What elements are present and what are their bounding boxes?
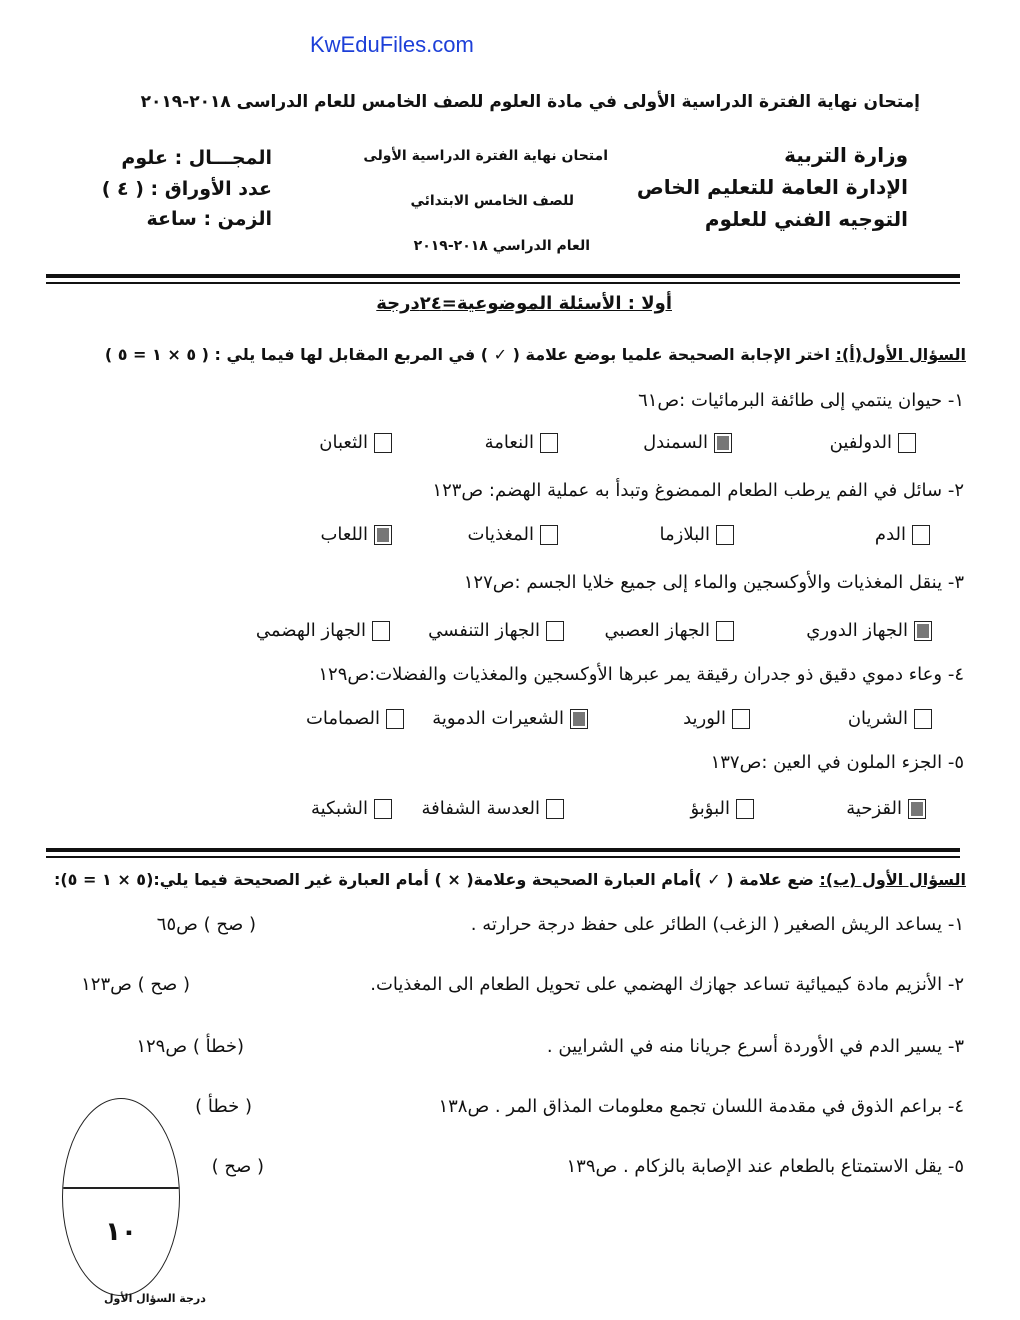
- mcq-option[interactable]: [875, 524, 930, 545]
- mcq-option[interactable]: [683, 708, 750, 729]
- mcq-option[interactable]: [468, 524, 558, 545]
- checkbox[interactable]: [898, 433, 916, 453]
- mcq-option[interactable]: [604, 620, 734, 641]
- question-a-instruction: اختر الإجابة الصحيحة علميا بوضع علامة ( ✓ ) في المربع المقابل لها فيما يلي : ( ٥ × ١ = ٥ ): [104, 345, 830, 364]
- checkbox-checked[interactable]: [914, 621, 932, 641]
- question-b-lead: السؤال الأول (ب):: [819, 870, 966, 889]
- checkbox[interactable]: [736, 799, 754, 819]
- ministry-name: وزارة التربية: [784, 143, 908, 167]
- option-label: الجهاز الهضمي: [255, 620, 366, 641]
- mcq-question: ١- حيوان ينتمي إلى طائفة البرمائيات :ص٦١: [638, 390, 964, 411]
- header-divider-thin: [46, 282, 960, 284]
- option-label: الجهاز التنفسي: [428, 620, 540, 641]
- exam-subtitle: امتحان نهاية الفترة الدراسية الأولى: [363, 148, 608, 164]
- option-label: البؤبؤ: [690, 798, 730, 819]
- tf-statement: ١- يساعد الريش الصغير ( الزغب) الطائر على حفظ درجة حرارته .: [470, 914, 964, 935]
- checkbox-checked[interactable]: [570, 709, 588, 729]
- mcq-option[interactable]: [643, 432, 732, 453]
- mcq-option[interactable]: [846, 798, 926, 819]
- mcq-option[interactable]: [830, 432, 916, 453]
- option-label: الثعبان: [319, 432, 368, 453]
- mcq-question: ٤- وعاء دموي دقيق ذو جدران رقيقة يمر عبرها الأوكسجين والمغذيات والفضلات:ص١٢٩: [318, 664, 964, 685]
- option-label: الوريد: [683, 708, 726, 729]
- checkbox[interactable]: [914, 709, 932, 729]
- checkbox-checked[interactable]: [714, 433, 732, 453]
- option-label: النعامة: [484, 432, 534, 453]
- option-label: الشريان: [847, 708, 908, 729]
- watermark-text: KwEduFiles.com: [310, 32, 474, 57]
- mcq-question: ٥- الجزء الملون في العين :ص١٣٧: [710, 752, 964, 773]
- option-label: السمندل: [643, 432, 708, 453]
- checkbox-checked[interactable]: [374, 525, 392, 545]
- exam-title: إمتحان نهاية الفترة الدراسية الأولى في مادة العلوم للصف الخامس للعام الدراسى ٢٠١٨-٢٠١٩: [140, 92, 920, 112]
- mcq-option[interactable]: [256, 620, 390, 641]
- grade-label: للصف الخامس الابتدائي: [410, 193, 574, 209]
- option-label: الشعيرات الدموية: [432, 708, 564, 729]
- checkbox[interactable]: [540, 525, 558, 545]
- checkbox[interactable]: [716, 525, 734, 545]
- tf-statement: ٤- براعم الذوق في مقدمة اللسان تجمع معلومات المذاق المر . ص١٣٨: [438, 1096, 964, 1117]
- score-oval: [62, 1098, 180, 1296]
- mcq-question: ٣- ينقل المغذيات والأوكسجين والماء إلى جميع خلايا الجسم :ص١٢٧: [463, 572, 964, 593]
- department-name: الإدارة العامة للتعليم الخاص: [636, 175, 908, 199]
- option-label: العدسة الشفافة: [421, 798, 540, 819]
- option-label: المغذيات: [467, 524, 534, 545]
- checkbox[interactable]: [912, 525, 930, 545]
- checkbox[interactable]: [386, 709, 404, 729]
- header-divider: [46, 274, 960, 278]
- tf-statement: ٢- الأنزيم مادة كيميائية تساعد جهازك الهضمي على تحويل الطعام الى المغذيات.: [370, 974, 964, 995]
- pages-count: عدد الأوراق : ( ٤ ): [101, 178, 272, 200]
- option-label: الجهاز العصبي: [604, 620, 710, 641]
- mcq-option[interactable]: [432, 708, 588, 729]
- tf-answer[interactable]: ( صح ): [211, 1156, 264, 1177]
- mcq-option[interactable]: [690, 798, 754, 819]
- score-caption: درجة السؤال الأول: [104, 1292, 206, 1305]
- option-label: البلازما: [659, 524, 710, 545]
- mcq-option[interactable]: [848, 708, 932, 729]
- checkbox[interactable]: [732, 709, 750, 729]
- tf-answer[interactable]: ( صح ) ص٦٥: [156, 914, 256, 935]
- section-divider-thin: [46, 856, 960, 858]
- checkbox[interactable]: [716, 621, 734, 641]
- mcq-option[interactable]: [485, 432, 558, 453]
- option-label: الصمامات: [305, 708, 380, 729]
- mcq-option[interactable]: [311, 798, 392, 819]
- question-a-heading: [105, 345, 966, 364]
- section-title: أولا : الأسئلة الموضوعية=٢٤درجة: [376, 293, 672, 314]
- option-label: اللعاب: [320, 524, 368, 545]
- tf-answer[interactable]: ( خطأ ): [195, 1096, 252, 1117]
- mcq-option[interactable]: [428, 620, 564, 641]
- mcq-question: ٢- سائل في الفم يرطب الطعام الممضوغ وتبدأ به عملية الهضم: ص١٢٣: [432, 480, 964, 501]
- score-divider: [63, 1187, 179, 1189]
- checkbox[interactable]: [372, 621, 390, 641]
- option-label: الدولفين: [829, 432, 892, 453]
- tf-statement: ٣- يسير الدم في الأوردة أسرع جريانا منه في الشرايين .: [546, 1036, 964, 1057]
- mcq-option[interactable]: [320, 524, 392, 545]
- supervision-name: التوجيه الفني للعلوم: [704, 207, 908, 231]
- mcq-option[interactable]: [422, 798, 564, 819]
- score-value: ١٠: [105, 1217, 137, 1247]
- question-a-lead: السؤال الأول(أ):: [835, 345, 966, 364]
- option-label: الدم: [874, 524, 906, 545]
- option-label: الجهاز الدوري: [806, 620, 908, 641]
- checkbox[interactable]: [374, 433, 392, 453]
- checkbox[interactable]: [546, 621, 564, 641]
- option-label: الشبكية: [311, 798, 368, 819]
- tf-statement: ٥- يقل الاستمتاع بالطعام عند الإصابة بالزكام . ص١٣٩: [566, 1156, 964, 1177]
- duration: الزمن : ساعة: [146, 208, 272, 230]
- section-divider: [46, 848, 960, 852]
- checkbox[interactable]: [546, 799, 564, 819]
- option-label: القزحية: [846, 798, 902, 819]
- mcq-option[interactable]: [306, 708, 404, 729]
- checkbox[interactable]: [540, 433, 558, 453]
- checkbox[interactable]: [374, 799, 392, 819]
- tf-answer[interactable]: (خطأ ) ص١٢٩: [136, 1036, 244, 1057]
- question-b-instruction: ضع علامة ( ✓ )أمام العبارة الصحيحة وعلامة( × ) أمام العبارة غير الصحيحة فيما يلي:(٥ × ١ = ٥):: [53, 870, 814, 889]
- school-year: العام الدراسي ٢٠١٨-٢٠١٩: [413, 238, 590, 254]
- question-b-heading: [54, 870, 966, 889]
- mcq-option[interactable]: [660, 524, 734, 545]
- mcq-option[interactable]: [806, 620, 932, 641]
- subject-field: المجـــال : علوم: [121, 147, 272, 169]
- mcq-option[interactable]: [319, 432, 392, 453]
- tf-answer[interactable]: ( صح ) ص١٢٣: [81, 974, 190, 995]
- checkbox-checked[interactable]: [908, 799, 926, 819]
